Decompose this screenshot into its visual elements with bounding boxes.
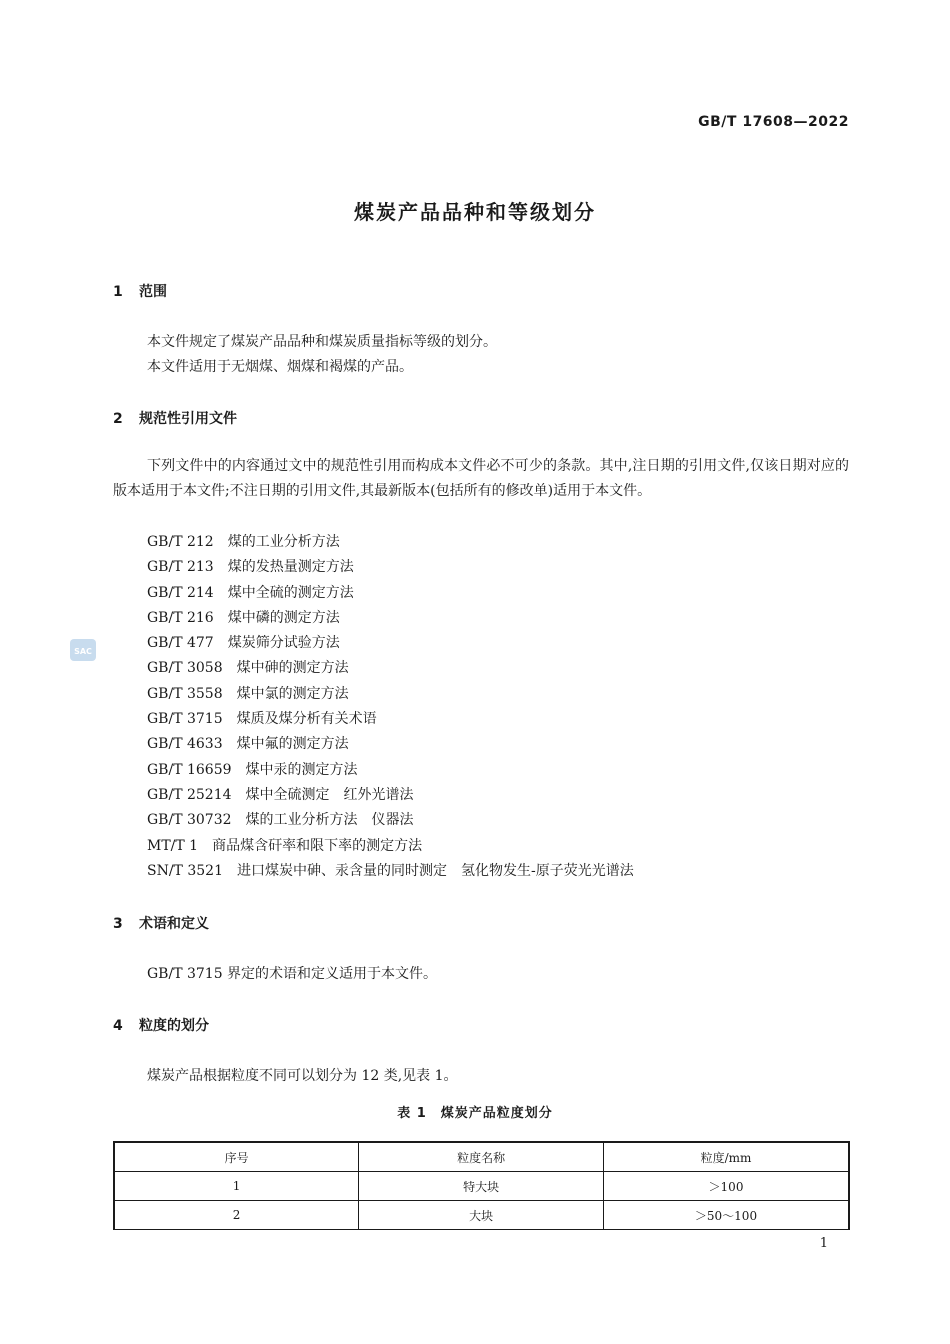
table-cell: ＞50～100 (604, 1201, 850, 1230)
scope-line-2: 本文件适用于无烟煤、烟煤和褐煤的产品。 (147, 359, 413, 375)
reference-item (147, 707, 634, 732)
section-title: 粒度的划分 (139, 1018, 209, 1034)
reference-item (147, 606, 634, 631)
table-cell: 2 (114, 1201, 359, 1230)
reference-code: GB/T 16659 (147, 761, 232, 778)
reference-item (147, 808, 634, 833)
reference-title: 煤的工业分析方法 仪器法 (245, 812, 414, 829)
reference-list (147, 530, 634, 884)
section-number: 2 (113, 411, 123, 427)
reference-title: 煤中氯的测定方法 (236, 685, 349, 702)
reference-title: 煤中氟的测定方法 (236, 736, 349, 753)
section-number: 4 (113, 1018, 123, 1034)
grain-size-table (113, 1141, 850, 1230)
reference-title: 煤的发热量测定方法 (227, 559, 354, 576)
reference-item (147, 758, 634, 783)
reference-code: GB/T 4633 (147, 736, 223, 753)
document-title: 煤炭产品品种和等级划分 (354, 200, 596, 224)
table-header-row (114, 1142, 849, 1172)
reference-title: 进口煤炭中砷、汞含量的同时测定 氢化物发生-原子荧光光谱法 (236, 862, 634, 879)
reference-code: SN/T 3521 (147, 862, 223, 879)
reference-code: GB/T 216 (147, 609, 214, 626)
section-title: 术语和定义 (139, 916, 209, 932)
page-number: 1 (819, 1236, 828, 1251)
reference-title: 煤中汞的测定方法 (245, 761, 358, 778)
reference-item (147, 656, 634, 681)
table-cell: 1 (114, 1172, 359, 1201)
normative-intro: 下列文件中的内容通过文中的规范性引用而构成本文件必不可少的条款。其中,注日期的引用文件,仅该日期对应的版本适用于本文件;不注日期的引用文件,其最新版本(包括所有的修改单)适用于本文件。 (113, 458, 849, 499)
reference-title: 煤炭筛分试验方法 (227, 635, 340, 652)
section-4-heading (113, 1015, 209, 1035)
section-number: 1 (113, 284, 123, 300)
column-header: 粒度名称 (359, 1142, 604, 1172)
reference-item (147, 732, 634, 757)
reference-code: GB/T 214 (147, 584, 214, 601)
reference-title: 煤中全硫测定 红外光谱法 (245, 786, 414, 803)
reference-item (147, 682, 634, 707)
section-2-heading (113, 408, 237, 428)
table-cell: ＞100 (604, 1172, 850, 1201)
reference-title: 煤质及煤分析有关术语 (236, 711, 377, 728)
reference-item (147, 631, 634, 656)
reference-code: MT/T 1 (147, 837, 199, 854)
scope-line-1: 本文件规定了煤炭产品品种和煤炭质量指标等级的划分。 (147, 334, 497, 350)
reference-code: GB/T 3058 (147, 660, 223, 677)
section-1-heading (113, 281, 167, 301)
reference-code: GB/T 30732 (147, 812, 232, 829)
reference-code: GB/T 3558 (147, 685, 223, 702)
column-header: 序号 (114, 1142, 359, 1172)
table-cell: 大块 (359, 1201, 604, 1230)
reference-title: 煤中全硫的测定方法 (227, 584, 354, 601)
reference-code: GB/T 212 (147, 534, 214, 550)
column-header: 粒度/mm (604, 1142, 850, 1172)
reference-code: GB/T 25214 (147, 786, 232, 803)
reference-title: 煤中磷的测定方法 (227, 609, 340, 626)
reference-code: GB/T 3715 (147, 711, 223, 728)
reference-item (147, 530, 634, 555)
standard-number: GB/T 17608—2022 (698, 114, 849, 130)
grain-intro: 煤炭产品根据粒度不同可以划分为 12 类,见表 1。 (147, 1068, 458, 1084)
table-row (114, 1201, 849, 1230)
reference-item (147, 859, 634, 884)
sac-watermark-logo (70, 639, 96, 661)
terms-text: GB/T 3715 界定的术语和定义适用于本文件。 (147, 966, 438, 982)
section-3-heading (113, 913, 209, 933)
section-title: 规范性引用文件 (139, 411, 237, 427)
reference-title: 煤的工业分析方法 (227, 534, 340, 550)
table-caption: 表 1 煤炭产品粒度划分 (397, 1106, 553, 1121)
section-title: 范围 (139, 284, 167, 300)
reference-item (147, 783, 634, 808)
reference-code: GB/T 477 (147, 635, 214, 652)
reference-code: GB/T 213 (147, 559, 214, 576)
table-row (114, 1172, 849, 1201)
reference-title: 商品煤含矸率和限下率的测定方法 (212, 837, 423, 854)
reference-item (147, 581, 634, 606)
table-cell: 特大块 (359, 1172, 604, 1201)
reference-title: 煤中砷的测定方法 (236, 660, 349, 677)
section-number: 3 (113, 916, 123, 932)
reference-item (147, 555, 634, 580)
reference-item (147, 834, 634, 859)
watermark-text: SAC (74, 647, 92, 656)
